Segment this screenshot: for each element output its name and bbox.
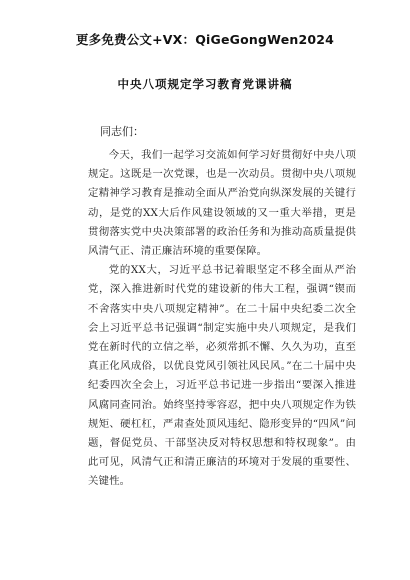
- paragraph-1: 今天，我们一起学习交流如何学习好贯彻好中央八项规定。这既是一次党课，也是一次动员。贯彻中央八项规定精神学习教育是推动全面从严治党向纵深发展的关键行动，是党的XX大后作风建设领域的又一重大举措，更是贯彻落实党中央决策部署的政治任务和为推动高质量提供风清气正、清正廉洁环境的重要保障。: [88, 149, 356, 258]
- paragraph-2: 党的XX大，习近平总书记着眼坚定不移全面从严治党，深入推进新时代党的建设新的伟大工程，强调“锲而不舍落实中央八项规定精神”。在二十届中央纪委二次全会上习近平总书记强调“制定实施中央八项规定，是我们党在新时代的立信之举，必须常抓不懈、久久为功，直至真正化风成俗，以优良党风引领社风民风。”在二十届中央纪委四次全会上，习近平总书记进一步指出“要深入推进风腐同查同治。始终坚持零容忍，把中央八项规定作为铁规矩、硬杠杠，严肃查处顶风违纪、隐形变异的“四风”问题，督促党员、干部坚决反对特权思想和特权现象”。由此可见，风清气正和清正廉洁的环境对于发展的重要性、关键性。: [88, 264, 356, 488]
- document-title: 中央八项规定学习教育党课讲稿: [117, 77, 293, 91]
- salutation: 同志们：: [100, 125, 144, 138]
- header-banner: 更多免费公文+VX：QiGeGongWen2024: [75, 32, 335, 47]
- document-body: [88, 146, 356, 492]
